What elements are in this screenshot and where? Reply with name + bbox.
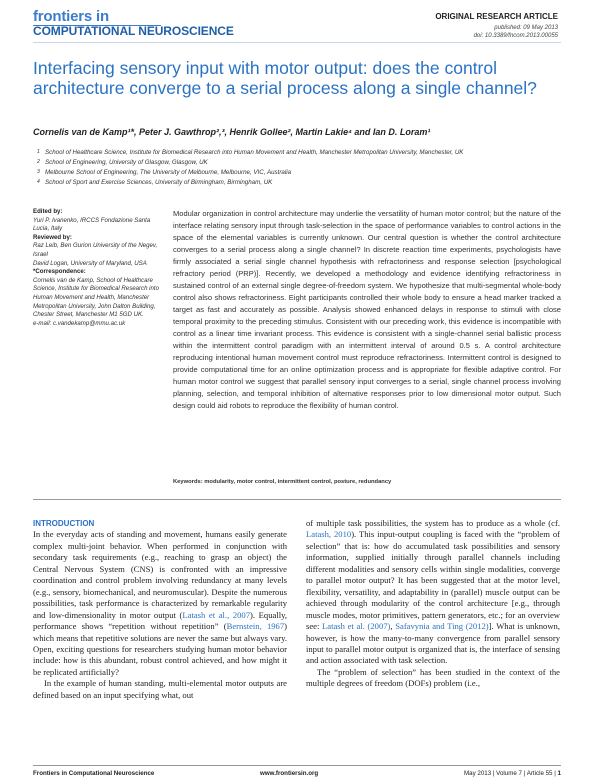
citation-link[interactable]: Bernstein, 1967 [226,621,285,632]
keywords-label: Keywords: [173,479,203,485]
reviewer: David Logan, University of Maryland, USA [33,259,147,267]
article-type: ORIGINAL RESEARCH ARTICLE [435,12,558,21]
affiliations [37,148,565,188]
article-title: Interfacing sensory input with motor output: does the control architecture converge to a serial process along a single channel? [33,58,537,98]
footer-website[interactable]: www.frontiersin.org [260,770,319,777]
correspondence-email[interactable]: e-mail: c.vandekamp@mmu.ac.uk [33,319,126,327]
journal-logo-bottom: COMPUTATIONAL NEUROSCIENCE [33,24,234,38]
published-date: published: 09 May 2013 [494,25,558,31]
citation-link[interactable]: Safavynia and Ting (2012) [395,621,489,632]
keywords-list: modularity, motor control, intermittent control, posture, redundancy [204,479,392,485]
correspondence-heading: *Correspondence: [33,268,86,276]
section-divider [33,499,561,500]
doi: doi: 10.3389/fncom.2013.00055 [473,33,558,39]
abstract: Modular organization in control architecture may underlie the versatility of human motor control; but the nature of the interface relating sensory input through task-selection in the space of performance variables to control actions in the space of the elemental variables is currently unknown. Our central question is whether the control architecture converges to a serial process along a single channel? In discrete reaction time experiments, psychologists have firmly associated a serial single channel hypothesis with refractoriness and response selection [psychological refractory period (PRP)]. Recently, we developed a methodology and evidence identifying refractoriness in sustained control of an external single degree-of-freedom system. We hypothesize that multi-segmental whole-body control also shows refractoriness. Eight participants controlled their whole body to ensure a head marker tracked a target as fast and accurately as possible. Analysis showed enhanced delays in response to stimuli with close temporal proximity to the preceding stimulus. Consistent with our preceding work, this evidence is incompatible with control as a linear time invariant process. This evidence is consistent with a single-channel serial ballistic process within the intermittent control paradigm with an intermittent interval of around 0.5 s. A control architecture reproducing intentional human movement control must reproduce refractoriness. Intermittent control is designed to provide computational time for an online optimization process and is appropriate for flexible adaptive control. For human motor control we suggest that parallel sensory input converges to a serial, single channel process involving planning, selection, and temporal inhibition of alternative responses prior to low dimensional motor output. Such design could aid robots to reproduce the flexibility of human control. [173,209,561,410]
affiliation: 4 School of Sport and Exercise Sciences, University of Birmingham, Birmingham, UK [37,179,273,186]
body-paragraph: of multiple task possibilities, the system has to produce as a whole (cf. Latash, 2010). This input-output coupling is faced with the “problem of selection” that is: how do accumulated task possibilities and sensory information, supplied initially through parallel channels including different modalities and sensory cells within single modalities, converge to parallel motor output? It has been suggested that at the motor level, flexibility, versatility, and adaptability in (parallel) muscle output can be achieved through modularity of the control architecture [e.g., through muscle modes, motor primitives, pattern generators, etc.; for an overview see: Latash et al. (2007), Safavynia and Ting (2012)]. What is unknown, however, is how the many-to-many convergence from parallel sensory input to parallel motor output is organized that is, the interface of sensing and action associated with task selection. [306,518,560,666]
body-paragraph: In the example of human standing, multi-elemental motor outputs are defined based on an input specifying what, out [33,678,287,700]
author-list: Cornelis van de Kamp¹*, Peter J. Gawthrop²,³, Henrik Gollee², Martin Lakie⁴ and Ian D. Loram¹ [33,127,431,137]
affiliation: 3 Melbourne School of Engineering, The University of Melbourne, Melbourne, VIC, Australia [37,169,292,176]
editorial-sidebar [33,208,165,328]
citation-link[interactable]: Latash et al., 2007 [182,609,251,620]
correspondence-address: Cornelis van de Kamp, School of Healthcare Science, Institute for Biomedical Research into Human Movement and Health, Manchester Metropolitan University, John Dalton Building, Chester Street, Manchester M1 5GD UK. [33,276,159,319]
citation-link[interactable]: Latash et al. (2007) [322,621,391,632]
edited-by-heading: Edited by: [33,208,63,215]
publication-info [474,24,558,40]
reviewer: Raz Leib, Ben Gurion University of the Negev, Israel [33,242,158,258]
affiliation: 1 School of Healthcare Science, Institute for Biomedical Research into Human Movement and Health, Manchester Metropolitan University, Manchester, UK [37,149,464,156]
citation-link[interactable]: Latash, 2010 [306,529,352,540]
keywords [173,479,391,485]
body-column-right [306,518,560,690]
affiliation: 2 School of Engineering, University of Glasgow, Glasgow, UK [37,159,208,166]
footer-issue: May 2013 | Volume 7 | Article 55 | 1 [463,770,561,777]
journal-logo-top: frontiers in [33,8,109,25]
footer-journal: Frontiers in Computational Neuroscience [33,770,155,777]
footer-rule [33,765,561,766]
page-number: 1 [557,770,561,777]
editor: Yuri P. Ivanenko, IRCCS Fondazione Santa Lucia, Italy [33,216,151,233]
header-rule [33,42,561,43]
body-paragraph: The “problem of selection” has been studied in the context of the multiple degrees of freedom (DOFs) problem (i.e., [306,666,560,689]
body-paragraph: In the everyday acts of standing and movement, humans easily generate complex multi-joint behavior. When performed in conjunction with secondary task requirements (e.g., reaching to grasp an object) the Central Nervous System (CNS) is confronted with an impressive coordination and control problem involving redundancy at many levels (e.g., sensory, biomechanical, and neuromuscular). Despite the numerous possibilities, task performance is characterized by remarkable regularity and low-dimensionality in motor output (Latash et al., 2007). Equally, performance shows “repetition without repetition” (Bernstein, 1967) which means that repetitive solutions are never the same but always vary. Open, exciting questions for researchers studying human motor behavior include: how is this abundant, robust control achieved, and how might it be replicated artificially? [33,529,288,677]
body-column-left [33,518,287,701]
reviewed-by-heading: Reviewed by: [33,233,72,241]
introduction-heading: INTRODUCTION [33,519,95,528]
